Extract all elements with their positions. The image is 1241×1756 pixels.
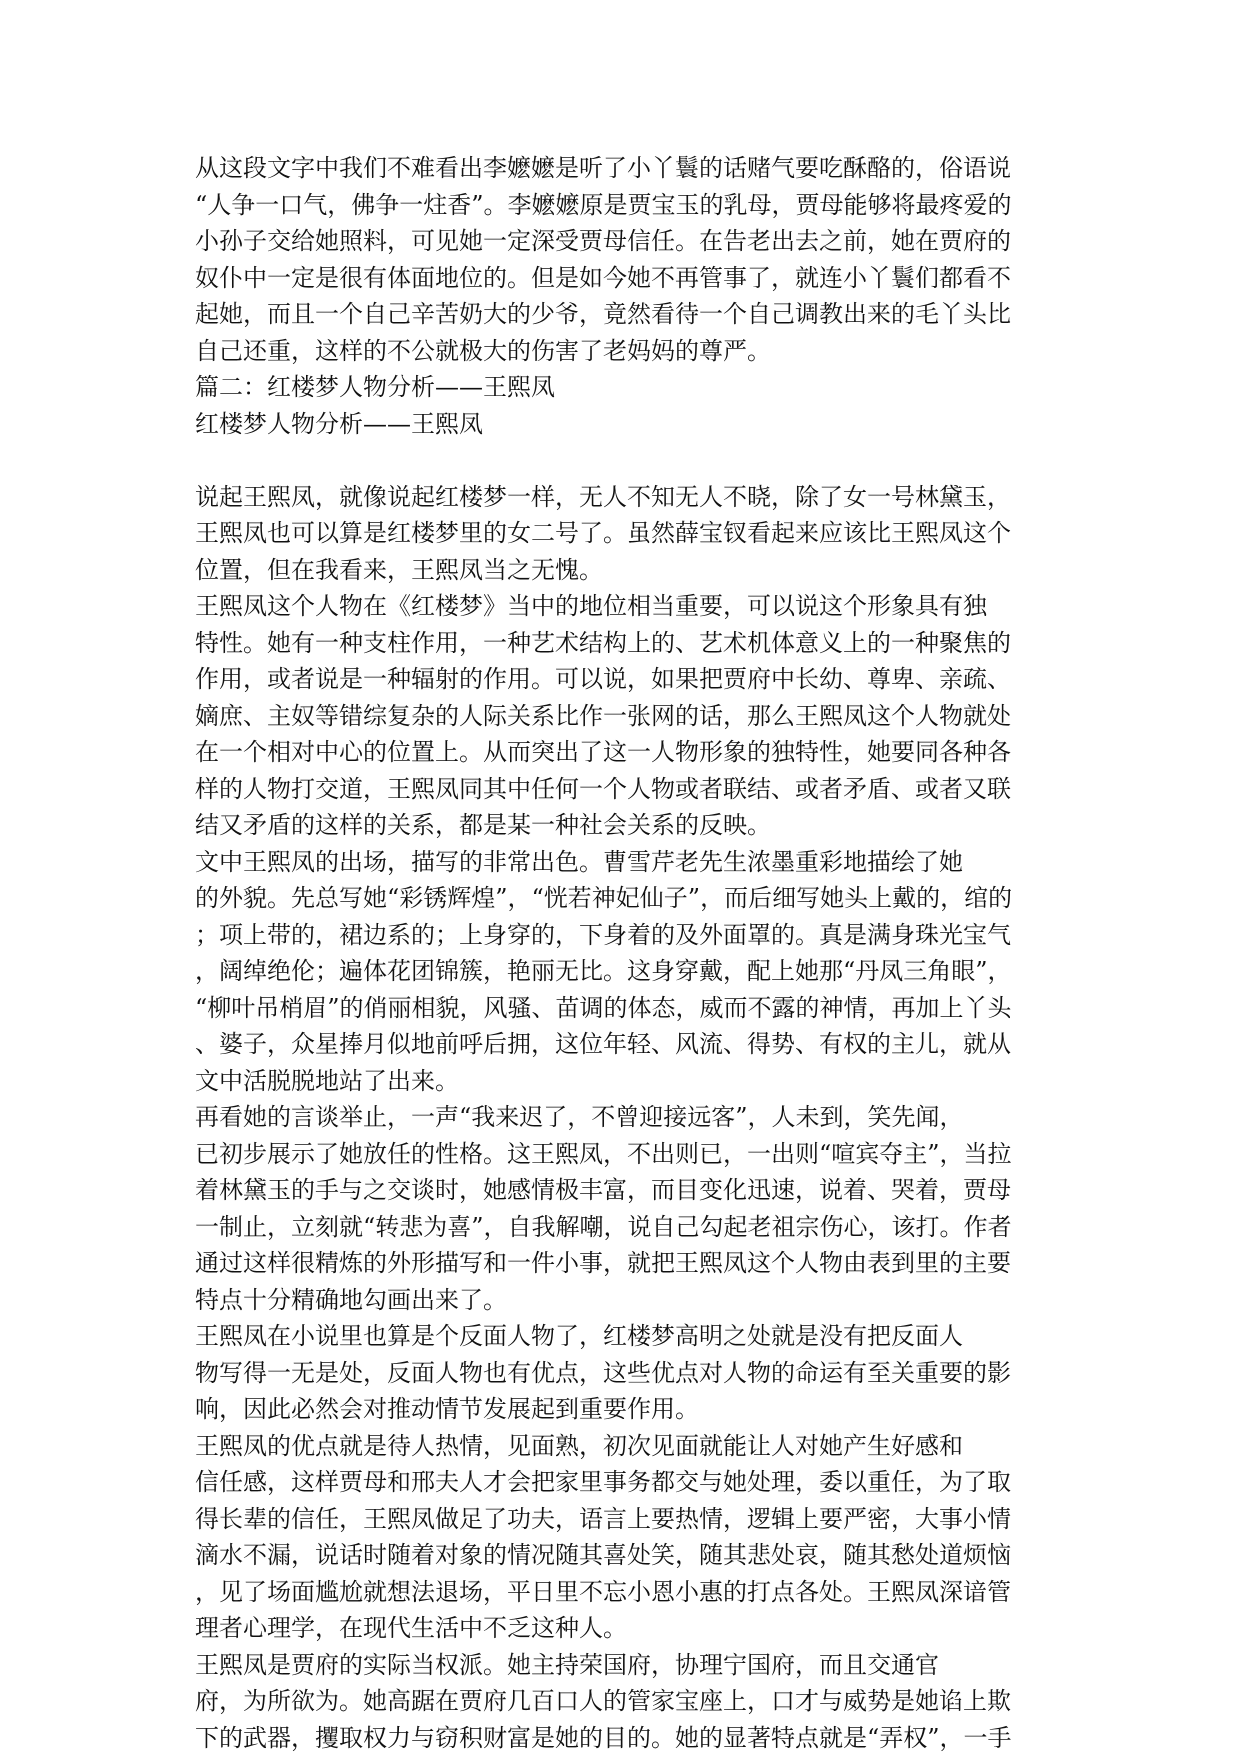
text-line: 一制止，立刻就“转悲为喜”，自我解嘲，说自己勾起老祖宗伤心，该打。作者: [195, 1209, 1055, 1246]
text-line: 王熙凤在小说里也算是个反面人物了，红楼梦高明之处就是没有把反面人: [195, 1318, 1055, 1355]
text-line: 奴仆中一定是很有体面地位的。但是如今她不再管事了，就连小丫鬟们都看不: [195, 260, 1055, 297]
text-line: 王熙凤这个人物在《红楼梦》当中的地位相当重要，可以说这个形象具有独: [195, 588, 1055, 625]
document-body: [195, 150, 1055, 1756]
text-line: 位置，但在我看来，王熙凤当之无愧。: [195, 552, 1055, 589]
text-line: 样的人物打交道，王熙凤同其中任何一个人物或者联结、或者矛盾、或者又联: [195, 771, 1055, 808]
text-line: 响，因此必然会对推动情节发展起到重要作用。: [195, 1391, 1055, 1428]
text-line: 起她，而且一个自己辛苦奶大的少爷，竟然看待一个自己调教出来的毛丫头比: [195, 296, 1055, 333]
text-line: 作用，或者说是一种辐射的作用。可以说，如果把贾府中长幼、尊卑、亲疏、: [195, 661, 1055, 698]
text-line: 特性。她有一种支柱作用，一种艺术结构上的、艺术机体意义上的一种聚焦的: [195, 625, 1055, 662]
text-line: 在一个相对中心的位置上。从而突出了这一人物形象的独特性，她要同各种各: [195, 734, 1055, 771]
text-line: 的外貌。先总写她“彩锈辉煌”，“恍若神妃仙子”，而后细写她头上戴的，绾的: [195, 880, 1055, 917]
text-line: 、婆子，众星捧月似地前呼后拥，这位年轻、风流、得势、有权的主儿，就从: [195, 1026, 1055, 1063]
article-title: 红楼梦人物分析——王熙凤: [195, 406, 1055, 443]
text-line: 文中活脱脱地站了出来。: [195, 1063, 1055, 1100]
text-line: 王熙凤是贾府的实际当权派。她主持荣国府，协理宁国府，而且交通官: [195, 1647, 1055, 1684]
blank-line: [195, 442, 1055, 479]
text-line: 府，为所欲为。她高踞在贾府几百口人的管家宝座上，口才与威势是她谄上欺: [195, 1683, 1055, 1720]
text-line: 嫡庶、主奴等错综复杂的人际关系比作一张网的话，那么王熙凤这个人物就处: [195, 698, 1055, 735]
text-line: 再看她的言谈举止，一声“我来迟了，不曾迎接远客”，人未到，笑先闻，: [195, 1099, 1055, 1136]
text-line: 自己还重，这样的不公就极大的伤害了老妈妈的尊严。: [195, 333, 1055, 370]
text-line: 文中王熙凤的出场，描写的非常出色。曹雪芹老先生浓墨重彩地描绘了她: [195, 844, 1055, 881]
text-line: 通过这样很精炼的外形描写和一件小事，就把王熙凤这个人物由表到里的主要: [195, 1245, 1055, 1282]
text-line: 小孙子交给她照料，可见她一定深受贾母信任。在告老出去之前，她在贾府的: [195, 223, 1055, 260]
text-line: 说起王熙凤，就像说起红楼梦一样，无人不知无人不晓，除了女一号林黛玉，: [195, 479, 1055, 516]
text-line: “人争一口气，佛争一炷香”。李嬷嬷原是贾宝玉的乳母，贾母能够将最疼爱的: [195, 187, 1055, 224]
section-heading: 篇二：红楼梦人物分析——王熙凤: [195, 369, 1055, 406]
text-line: 物写得一无是处，反面人物也有优点，这些优点对人物的命运有至关重要的影: [195, 1355, 1055, 1392]
text-line: 理者心理学，在现代生活中不乏这种人。: [195, 1610, 1055, 1647]
text-line: 信任感，这样贾母和邢夫人才会把家里事务都交与她处理，委以重任，为了取: [195, 1464, 1055, 1501]
text-line: 得长辈的信任，王熙凤做足了功夫，语言上要热情，逻辑上要严密，大事小情: [195, 1501, 1055, 1538]
text-line: 已初步展示了她放任的性格。这王熙凤，不出则已，一出则“喧宾夺主”，当拉: [195, 1136, 1055, 1173]
text-line: 着林黛玉的手与之交谈时，她感情极丰富，而目变化迅速，说着、哭着，贾母: [195, 1172, 1055, 1209]
text-line: 王熙凤的优点就是待人热情，见面熟，初次见面就能让人对她产生好感和: [195, 1428, 1055, 1465]
text-line: 下的武器，攫取权力与窃积财富是她的目的。她的显著特点就是“弄权”，一手: [195, 1720, 1055, 1756]
text-line: 结又矛盾的这样的关系，都是某一种社会关系的反映。: [195, 807, 1055, 844]
text-line: “柳叶吊梢眉”的俏丽相貌，风骚、苗调的体态，威而不露的神情，再加上丫头: [195, 990, 1055, 1027]
text-line: 滴水不漏，说话时随着对象的情况随其喜处笑，随其悲处哀，随其愁处道烦恼: [195, 1537, 1055, 1574]
text-line: 王熙凤也可以算是红楼梦里的女二号了。虽然薛宝钗看起来应该比王熙凤这个: [195, 515, 1055, 552]
text-line: ；项上带的，裙边系的；上身穿的，下身着的及外面罩的。真是满身珠光宝气: [195, 917, 1055, 954]
text-line: 从这段文字中我们不难看出李嬷嬷是听了小丫鬟的话赌气要吃酥酪的，俗语说: [195, 150, 1055, 187]
text-line: 特点十分精确地勾画出来了。: [195, 1282, 1055, 1319]
text-line: ，见了场面尴尬就想法退场，平日里不忘小恩小惠的打点各处。王熙凤深谙管: [195, 1574, 1055, 1611]
text-line: ，阔绰绝伦；遍体花团锦簇，艳丽无比。这身穿戴，配上她那“丹凤三角眼”，: [195, 953, 1055, 990]
